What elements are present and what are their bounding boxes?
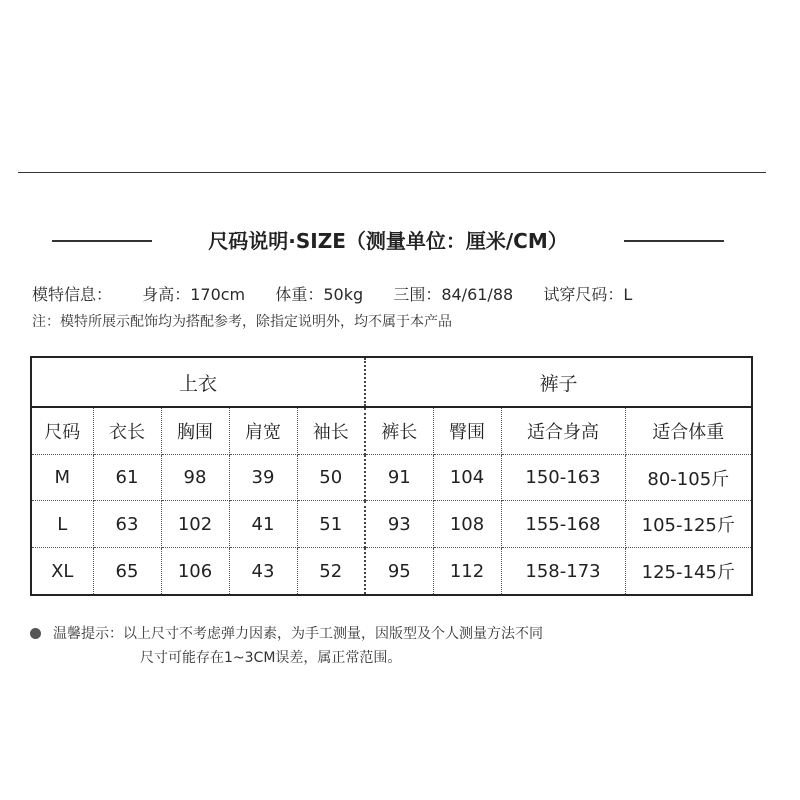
- title-line-right: [624, 240, 724, 242]
- model-weight: 体重：50kg: [275, 285, 364, 304]
- table-cell: 108: [433, 501, 501, 548]
- table-cell: 63: [93, 501, 161, 548]
- header-length: 衣长: [93, 407, 161, 454]
- table-cell: 98: [161, 454, 229, 501]
- header-size: 尺码: [31, 407, 93, 454]
- table-cell: 61: [93, 454, 161, 501]
- title-row: [0, 224, 800, 258]
- model-info: [32, 282, 632, 308]
- bullet-icon: [30, 628, 41, 639]
- group-header-row: [31, 357, 752, 407]
- top-divider: [18, 172, 766, 173]
- table-cell: 50: [297, 454, 365, 501]
- table-cell: 51: [297, 501, 365, 548]
- table-cell: M: [31, 454, 93, 501]
- column-header-row: [31, 407, 752, 454]
- page-title: 尺码说明·SIZE（测量单位：厘米/CM）: [208, 229, 568, 253]
- table-cell: 106: [161, 548, 229, 595]
- table-cell: 39: [229, 454, 297, 501]
- table-cell: XL: [31, 548, 93, 595]
- table-cell: 91: [365, 454, 433, 501]
- model-measurements: 三围：84/61/88: [393, 285, 514, 304]
- accessory-note: 注：模特所展示配饰均为搭配参考，除指定说明外，均不属于本产品: [32, 314, 452, 330]
- model-try-size: 试穿尺码：L: [543, 285, 633, 304]
- table-row: [31, 454, 752, 501]
- table-row: [31, 548, 752, 595]
- table-cell: 125-145斤: [625, 548, 752, 595]
- group-top: 上衣: [31, 357, 365, 407]
- tip-text-1: 温馨提示：以上尺寸不考虑弹力因素，为手工测量，因版型及个人测量方法不同: [53, 626, 543, 642]
- table-cell: 150-163: [501, 454, 625, 501]
- table-cell: 80-105斤: [625, 454, 752, 501]
- header-fit-weight: 适合体重: [625, 407, 752, 454]
- model-height: 身高：170cm: [142, 285, 246, 304]
- table-cell: 65: [93, 548, 161, 595]
- table-cell: 43: [229, 548, 297, 595]
- header-hip: 臀围: [433, 407, 501, 454]
- table-cell: 104: [433, 454, 501, 501]
- header-fit-height: 适合身高: [501, 407, 625, 454]
- table-cell: 95: [365, 548, 433, 595]
- header-sleeve: 袖长: [297, 407, 365, 454]
- table-cell: 105-125斤: [625, 501, 752, 548]
- size-table: [30, 356, 753, 596]
- table-cell: 155-168: [501, 501, 625, 548]
- tip-line-2: 尺寸可能存在1~3CM误差，属正常范围。: [140, 650, 402, 666]
- table-row: [31, 501, 752, 548]
- table-cell: 52: [297, 548, 365, 595]
- tip-line-1: [30, 622, 543, 646]
- header-pants-length: 裤长: [365, 407, 433, 454]
- group-pants: 裤子: [365, 357, 752, 407]
- table-cell: 93: [365, 501, 433, 548]
- table-cell: L: [31, 501, 93, 548]
- table-cell: 41: [229, 501, 297, 548]
- table-cell: 112: [433, 548, 501, 595]
- table-cell: 102: [161, 501, 229, 548]
- header-shoulder: 肩宽: [229, 407, 297, 454]
- model-info-label: 模特信息：: [32, 285, 113, 304]
- title-line-left: [52, 240, 152, 242]
- tip: [30, 622, 543, 670]
- table-cell: 158-173: [501, 548, 625, 595]
- header-chest: 胸围: [161, 407, 229, 454]
